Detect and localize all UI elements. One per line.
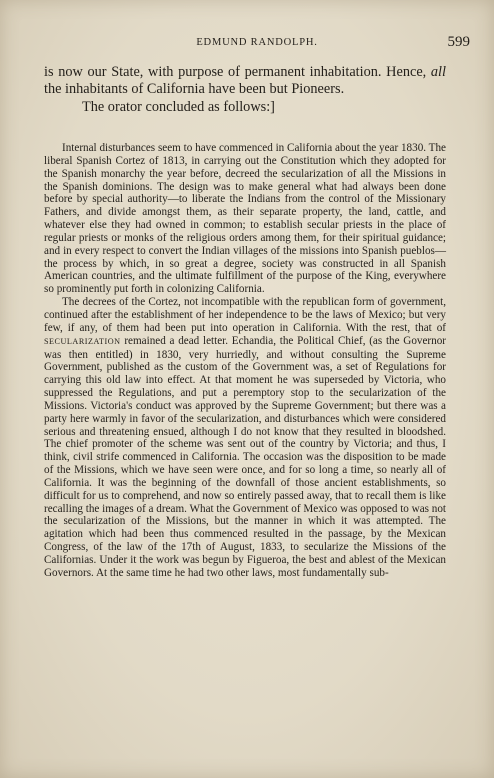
- running-head: EDMUND RANDOLPH.: [196, 37, 318, 48]
- secularization-smallcaps: SECULARIZATION: [44, 336, 121, 346]
- page-number: 599: [447, 34, 470, 50]
- lead-paragraph: [44, 64, 446, 98]
- paragraph-2-text-part-2: remained a dead letter. Echandia, the Political Chief, (as the Governor was then entitled) in 1830, very hurriedly, and without consulting the Supreme Government, published as the custom of the Government was, a set of Regulations for carrying this old law into effect. At that moment he was superseded by Victoria, who suppressed the Regulations, and put a peremptory stop to the secularization of the Missions. Victoria's conduct was approved by the Supreme Government; but there was a party here warmly in favor of the secularization, and disturbances which were considered serious and threatening ensued, although I do not know that they resulted in bloodshed. The chief promoter of the scheme was sent out of the country by Victoria; and thus, I think, civil strife commenced in California. The occasion was the disposition to be made of the Missions, which we have seen were once, and for so long a time, so nearly all of California. It was the beginning of the downfall of those ancient establishments, so difficult for us to comprehend, and now so entirely passed away, that to recall them is like recalling the images of a dream. What the Government of Mexico was opposed to was not the secularization of the Missions, but the manner in which it was attempted. The agitation which had been thus commenced resulted in the passage, by the Mexican Congress, of the law of the 17th of August, 1833, to secularize the Missions of the Californias. Under it the work was begun by Figueroa, the best and ablest of the Mexican Governors. At the same time he had two other laws, most fundamentally sub-: [44, 334, 446, 579]
- paragraph-decrees-of-cortez: [44, 296, 446, 580]
- lead-text-part-2: the inhabitants of California have been but Pioneers.: [44, 81, 345, 97]
- paragraph-2-text-part-1: The decrees of the Cortez, not incompatible with the republican form of government, continued after the establishment of her independence to be the laws of Mexico; but very few, if any, of them had been put into operation in California. With the rest, that of: [44, 296, 446, 334]
- body-text: [44, 142, 446, 580]
- orator-intro: The orator concluded as follows:]: [82, 99, 275, 115]
- lead-text-part-1: is now our State, with purpose of permanent inhabitation. Hence,: [44, 64, 431, 80]
- lead-emphasis: all: [430, 64, 446, 80]
- page-header: [44, 34, 470, 50]
- paragraph-internal-disturbances: Internal disturbances seem to have commenced in California about the year 1830. The liberal Spanish Cortez of 1813, in carrying out the Constitution which they adopted for the Spanish monarchy the year before, decreed the secularization of all the Missions in the Spanish dominions. The design was to make general what had always been done before by special authority—to liberate the Indians from the control of the Missionary Fathers, and divide amongst them, as their separate property, the land, cattle, and whatever else they had owned in common; to establish secular priests in the place of regular priests or monks of the religious orders among them, for their spiritual guidance; and in every respect to convert the Indian villages of the missions into Spanish pueblos—the process by which, in so great a degree, society was constructed in all Spanish American countries, and the ultimate fulfillment of the purpose of the King, everywhere so prominently put forth in colonizing California.: [44, 142, 446, 296]
- lead-text: [44, 64, 446, 116]
